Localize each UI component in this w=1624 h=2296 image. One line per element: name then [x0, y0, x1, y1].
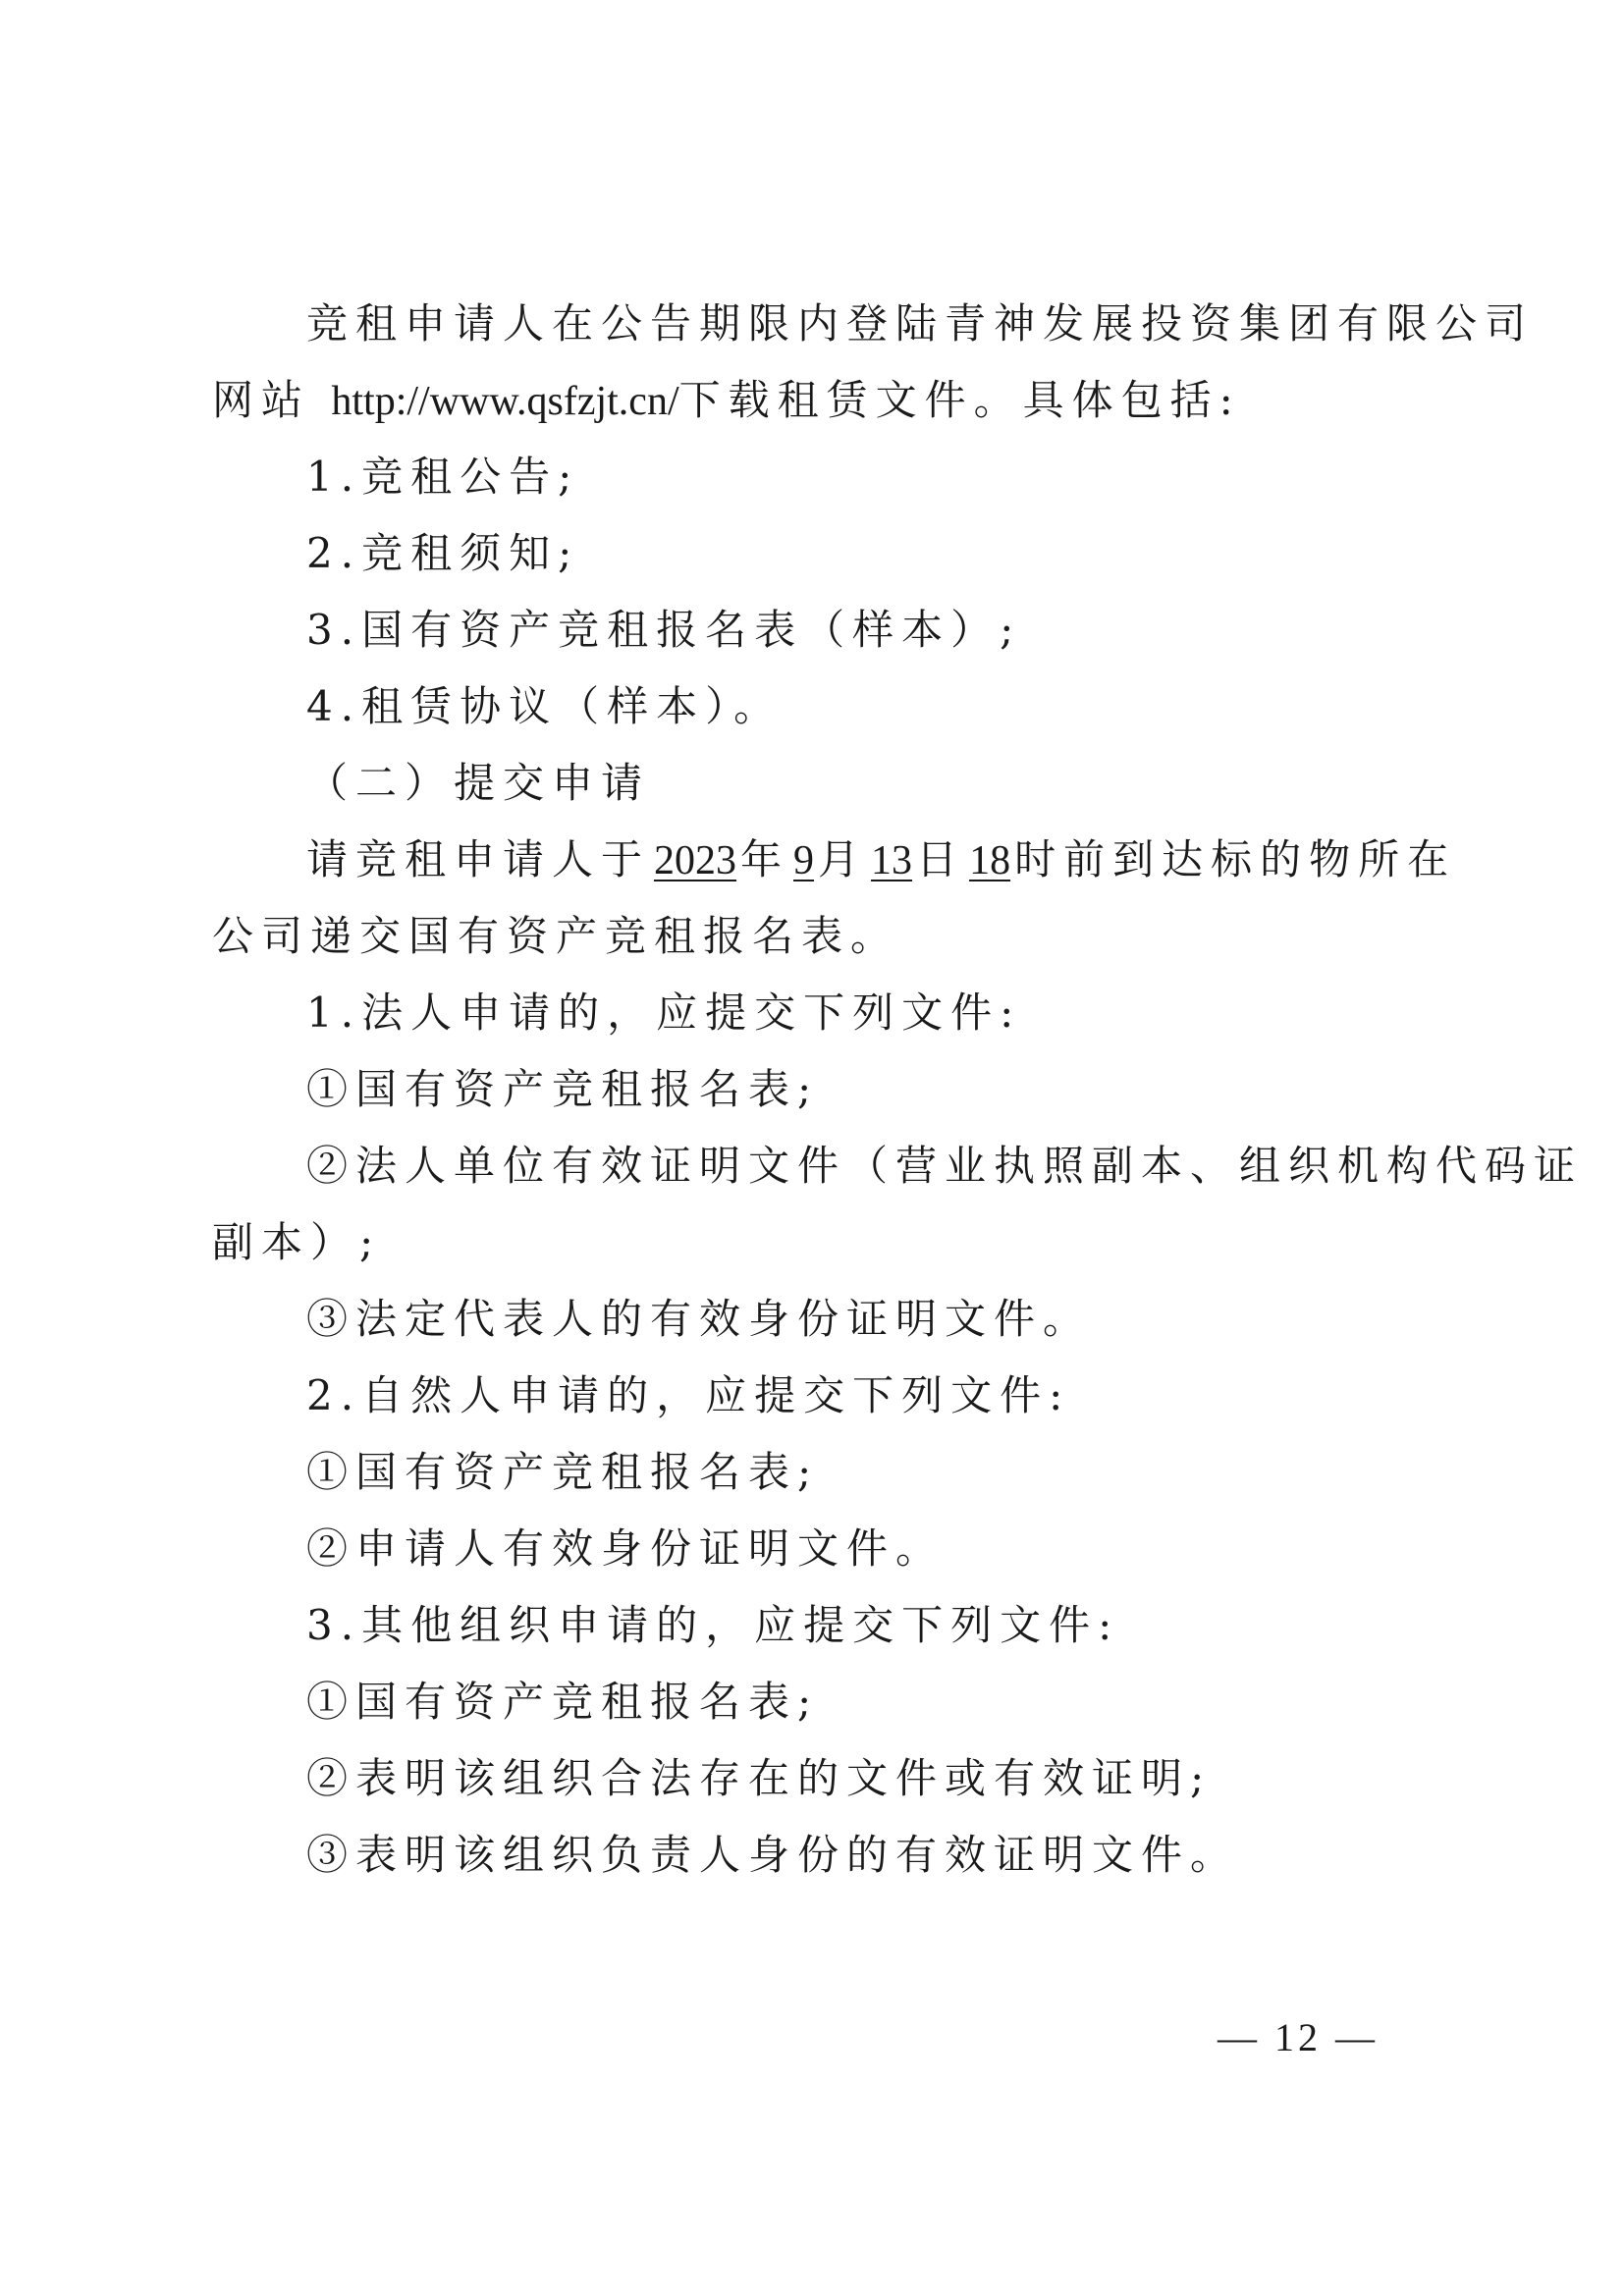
paragraph-line [306, 830, 1514, 890]
text-segment: 网站 [212, 376, 311, 424]
list-item: ②申请人有效身份证明文件。 [306, 1524, 946, 1573]
deadline-day: 13 [871, 838, 913, 883]
deadline-year: 2023 [654, 838, 737, 883]
list-item-continuation: 副本）; [212, 1218, 382, 1266]
paragraph-line: 竞租申请人在公告期限内登陆青神发展投资集团有限公司 [306, 299, 1535, 347]
list-item: ②法人单位有效证明文件（营业执照副本、组织机构代码证 [306, 1142, 1584, 1190]
subsection-heading: 2.自然人申请的，应提交下列文件: [306, 1371, 1071, 1419]
list-item: 4.租赁协议（样本）。 [306, 682, 784, 730]
text-segment: 日 [916, 835, 966, 883]
list-item: ②表明该组织合法存在的文件或有效证明; [306, 1754, 1213, 1802]
paragraph-line [212, 371, 1420, 431]
section-heading: （二）提交申请 [306, 759, 651, 807]
deadline-hour: 18 [969, 838, 1011, 883]
list-item: 1.竞租公告; [306, 453, 580, 501]
subsection-heading: 3.其他组织申请的，应提交下列文件: [306, 1601, 1120, 1649]
page-number: — 12 — [1218, 2015, 1379, 2059]
subsection-heading: 1.法人申请的，应提交下列文件: [306, 988, 1022, 1037]
website-url: http://www.qsfzjt.cn/ [331, 379, 679, 424]
list-item: ①国有资产竞租报名表; [306, 1678, 820, 1726]
text-segment: 下载租赁文件。具体包括: [678, 376, 1241, 424]
list-item: ①国有资产竞租报名表; [306, 1065, 820, 1113]
list-item: ③表明该组织负责人身份的有效证明文件。 [306, 1831, 1240, 1879]
list-item: ①国有资产竞租报名表; [306, 1448, 820, 1496]
list-item: 2.竞租须知; [306, 529, 580, 577]
paragraph-line: 公司递交国有资产竞租报名表。 [212, 912, 900, 960]
text-segment: 年 [740, 835, 790, 883]
text-segment: 时前到达标的物所在 [1014, 835, 1457, 883]
text-segment: 请竞租申请人于 [306, 835, 651, 883]
list-item: ③法定代表人的有效身份证明文件。 [306, 1295, 1093, 1343]
list-item: 3.国有资产竞租报名表（样本）; [306, 606, 1022, 654]
deadline-month: 9 [793, 838, 815, 883]
text-segment: 月 [818, 835, 868, 883]
